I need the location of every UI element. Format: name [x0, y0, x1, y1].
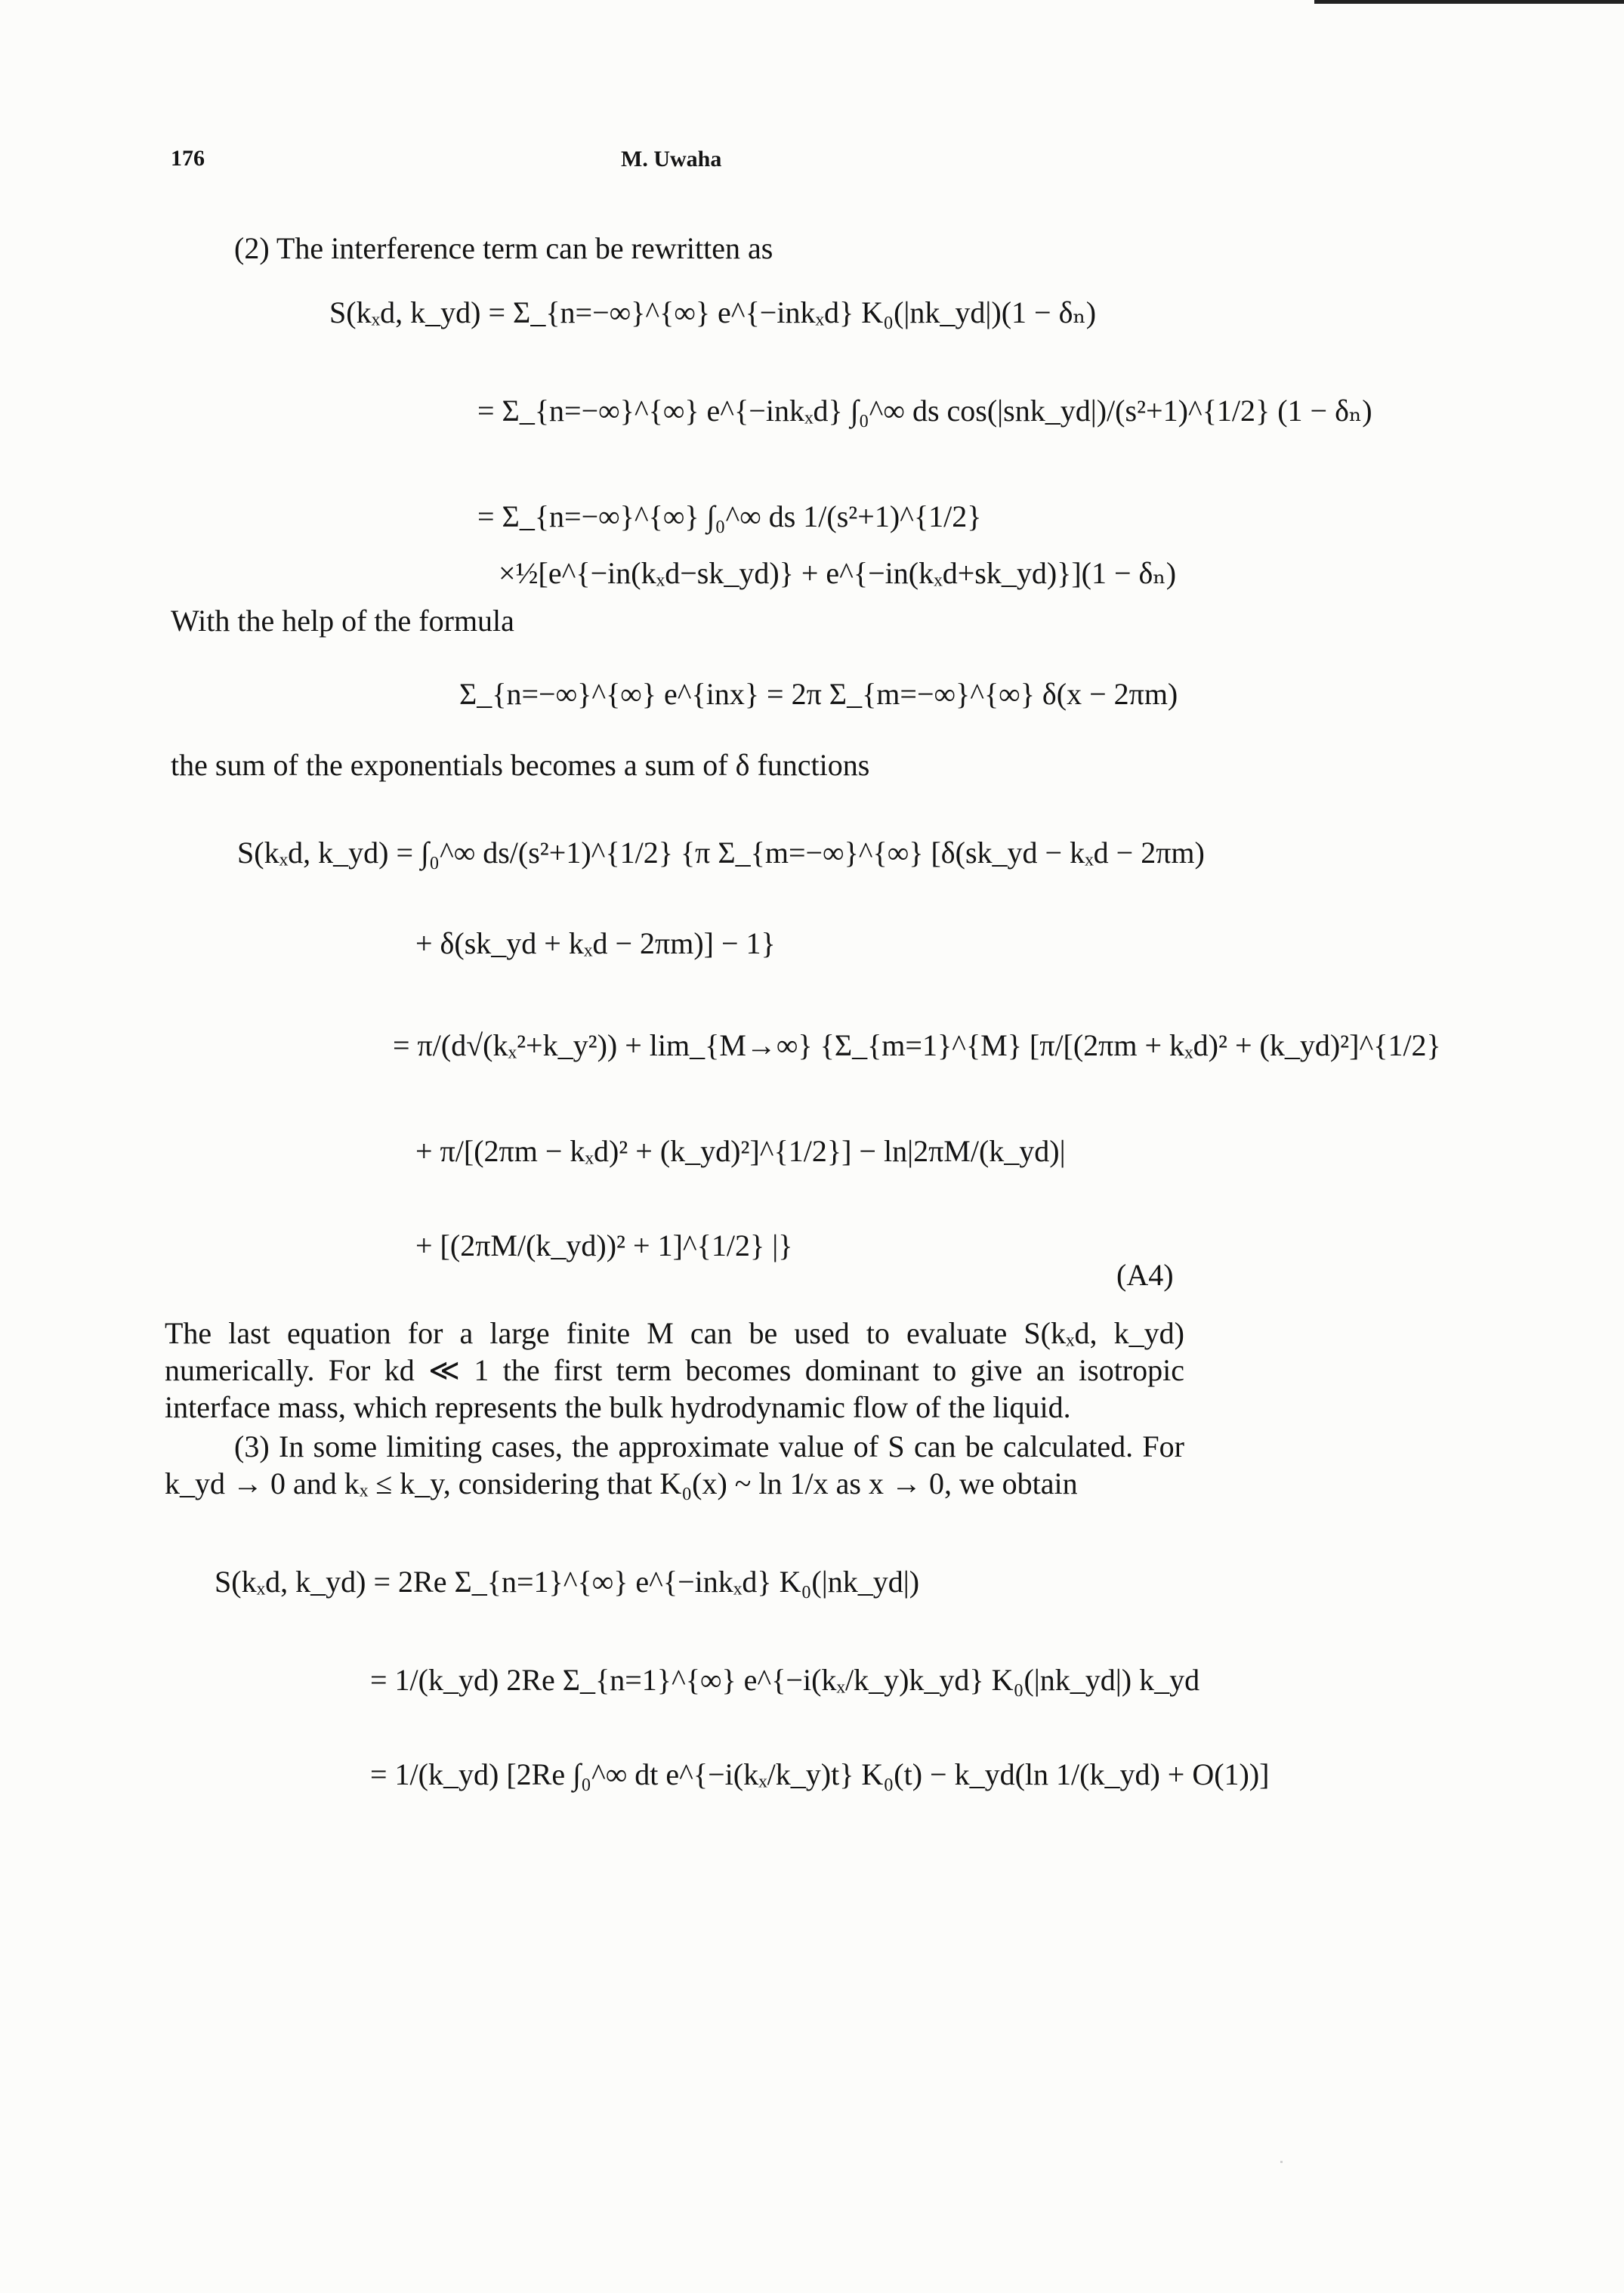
equation-line-b1: S(kₓd, k_yd) = ∫₀^∞ ds/(s²+1)^{1/2} {π Σ_{m=−∞}^{∞} [δ(sk_yd − kₓd − 2πm) [237, 836, 1205, 870]
equation-line-b3: = π/(d√(kₓ²+k_y²)) + lim_{M→∞} {Σ_{m=1}^{M} [π/[(2πm + kₓd)² + (k_yd)²]^{1/2} [393, 1028, 1441, 1062]
top-rule [1314, 0, 1624, 4]
equation-line-c1: S(kₓd, k_yd) = 2Re Σ_{n=1}^{∞} e^{−inkₓd} K₀(|nk_yd|) [215, 1565, 920, 1599]
page-number: 176 [171, 146, 205, 171]
equation-line-b2: + δ(sk_yd + kₓd − 2πm)] − 1} [415, 926, 776, 960]
sum-delta-text: the sum of the exponentials becomes a sum of δ functions [171, 748, 870, 782]
summation-formula: Σ_{n=−∞}^{∞} e^{inx} = 2π Σ_{m=−∞}^{∞} δ(x − 2πm) [459, 677, 1178, 711]
equation-line-c2: = 1/(k_yd) 2Re Σ_{n=1}^{∞} e^{−i(kₓ/k_y)k_yd} K₀(|nk_yd|) k_yd [370, 1663, 1200, 1697]
equation-line-b5: + [(2πM/(k_yd))² + 1]^{1/2} |} [415, 1228, 793, 1262]
scan-mark [1280, 2161, 1283, 2163]
equation-line-a4: ×½[e^{−in(kₓd−sk_yd)} + e^{−in(kₓd+sk_yd)}](1 − δₙ) [499, 556, 1177, 590]
equation-line-a1: S(kₓd, k_yd) = Σ_{n=−∞}^{∞} e^{−inkₓd} K₀(|nk_yd|)(1 − δₙ) [329, 295, 1097, 329]
paragraph-last-equation: The last equation for a large finite M can be used to evaluate S(kₓd, k_yd) numerically. For kd ≪ 1 the first term becomes dominant to give an isotropic interface mass, which represents the bulk hydrodynamic flow of the liquid. [165, 1316, 1184, 1424]
section-2-intro: (2) The interference term can be rewritten as [234, 231, 773, 265]
equation-line-b4: + π/[(2πm − kₓd)² + (k_yd)²]^{1/2}] − ln|2πM/(k_yd)| [415, 1134, 1066, 1168]
equation-number: (A4) [1116, 1258, 1174, 1292]
equation-line-a3: = Σ_{n=−∞}^{∞} ∫₀^∞ ds 1/(s²+1)^{1/2} [477, 499, 982, 533]
running-head: M. Uwaha [621, 147, 722, 172]
equation-line-c3: = 1/(k_yd) [2Re ∫₀^∞ dt e^{−i(kₓ/k_y)t} K₀(t) − k_yd(ln 1/(k_yd) + O(1))] [370, 1757, 1270, 1791]
paragraph-limiting-cases: (3) In some limiting cases, the approximate value of S can be calculated. For k_yd → 0 and kₓ ≤ k_y, considering that K₀(x) ~ ln 1/x as x → 0, we obtain [165, 1429, 1184, 1500]
equation-line-a2: = Σ_{n=−∞}^{∞} e^{−inkₓd} ∫₀^∞ ds cos(|snk_yd|)/(s²+1)^{1/2} (1 − δₙ) [477, 394, 1372, 428]
help-text: With the help of the formula [171, 604, 514, 638]
